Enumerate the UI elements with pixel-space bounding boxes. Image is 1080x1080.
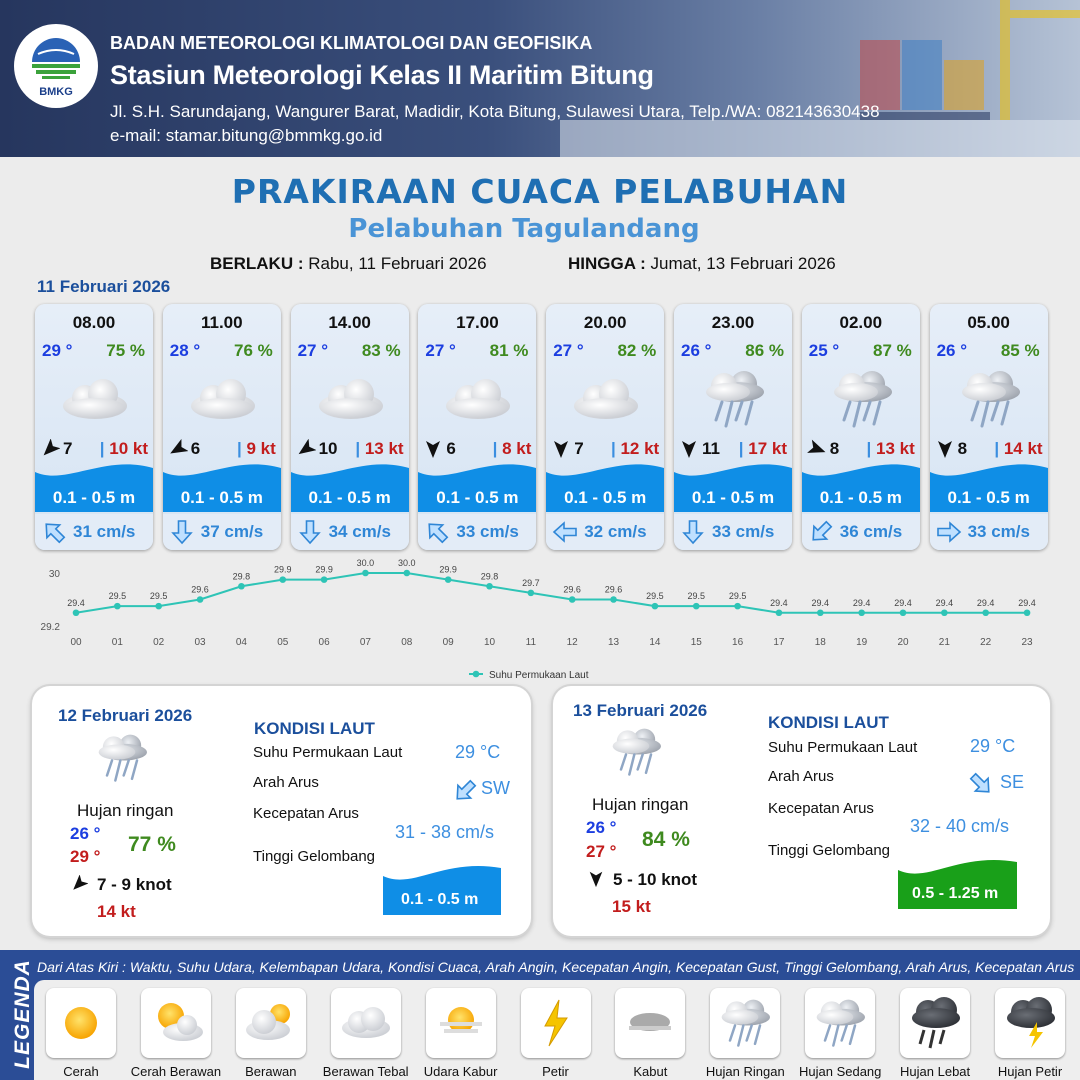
humidity: 86 % <box>745 341 784 360</box>
forecast-card <box>674 304 792 550</box>
hujan-ringan-icon <box>826 368 898 430</box>
gust-value: 9 kt <box>246 439 276 458</box>
wave-height: 0.1 - 0.5 m <box>436 488 519 507</box>
thunderstorm-icon <box>995 988 1065 1058</box>
day3-tmax: 27 ° <box>586 842 617 861</box>
humidity: 81 % <box>489 341 529 360</box>
light-rain-icon <box>710 988 780 1058</box>
legend-item <box>141 988 211 1058</box>
current-direction-icon <box>552 519 578 545</box>
humidity: 75 % <box>106 341 145 360</box>
x-tick-label: 23 <box>1021 637 1033 648</box>
data-label: 29.8 <box>480 571 499 582</box>
humidity: 87 % <box>873 341 912 360</box>
x-tick-label: 07 <box>359 637 372 648</box>
x-tick-label: 12 <box>566 637 578 648</box>
wind-direction-icon <box>551 439 571 459</box>
legend-item-label: Berawan <box>245 1064 297 1079</box>
day3-current-dir: SE <box>1000 772 1025 792</box>
x-tick-label: 05 <box>277 637 289 648</box>
data-point <box>610 596 617 603</box>
day3-current-dir-label: Arah Arus <box>768 768 834 785</box>
separator: | <box>355 439 361 458</box>
hujan-ringan-icon <box>92 728 152 788</box>
gust-value: 13 kt <box>876 439 915 458</box>
wind-direction-icon <box>296 439 316 459</box>
data-point <box>279 576 286 583</box>
valid-to <box>568 254 836 274</box>
forecast-card <box>35 304 153 550</box>
air-temperature: 27 ° <box>553 341 584 360</box>
day3-gust: 15 kt <box>612 897 651 916</box>
x-tick-label: 09 <box>442 637 454 648</box>
wind-speed: 8 <box>957 439 968 458</box>
humidity: 76 % <box>234 341 273 360</box>
x-tick-label: 00 <box>70 637 82 648</box>
current-row <box>35 514 153 550</box>
day2-date: 12 Februari 2026 <box>58 706 193 725</box>
gust-speed <box>994 439 1042 459</box>
data-label: 29.4 <box>67 597 85 608</box>
legend-item-label: Udara Kabur <box>423 1064 498 1079</box>
day2-tmin: 26 ° <box>70 824 101 843</box>
port-name: Pelabuhan Tagulandang <box>348 214 700 244</box>
day3-humidity: 84 % <box>642 828 690 851</box>
wind-arrow-icon <box>70 875 88 893</box>
station-email: e-mail: stamar.bitung@bmmkg.go.id <box>110 126 383 145</box>
gust-value: 8 kt <box>502 439 532 458</box>
legend-item <box>805 988 875 1058</box>
forecast-card <box>546 304 664 550</box>
forecast-time: 02.00 <box>839 313 883 332</box>
day2-current-dir-label: Arah Arus <box>253 774 319 791</box>
x-tick-label: 08 <box>401 637 413 648</box>
wind-speed: 6 <box>190 439 201 458</box>
forecast-time: 20.00 <box>583 313 627 332</box>
current-row <box>546 514 664 550</box>
data-label: 29.9 <box>439 564 457 575</box>
forecast-time: 05.00 <box>967 313 1010 332</box>
berawan-tebal-icon <box>187 368 259 430</box>
legend-label: Suhu Permukaan Laut <box>489 670 589 681</box>
page-title: PRAKIRAAN CUACA PELABUHAN <box>231 172 849 211</box>
current-row <box>674 514 792 550</box>
data-point <box>652 603 659 610</box>
current-speed: 33 cm/s <box>712 522 775 541</box>
data-label: 29.4 <box>1018 597 1036 608</box>
data-point <box>858 609 865 616</box>
day3-current-speed-label: Kecepatan Arus <box>768 800 874 817</box>
day3-wave: 0.5 - 1.25 m <box>912 885 999 902</box>
current-speed: 33 cm/s <box>967 522 1030 541</box>
day3-wave-label: Tinggi Gelombang <box>768 842 891 859</box>
current-speed: 31 cm/s <box>73 522 136 541</box>
gust-speed <box>611 439 659 459</box>
x-tick-label: 03 <box>194 637 206 648</box>
data-point <box>569 596 576 603</box>
day3-date: 13 Februari 2026 <box>573 701 708 720</box>
sun-icon <box>46 988 116 1058</box>
series-line <box>76 573 1027 613</box>
data-point <box>155 603 162 610</box>
data-point <box>73 609 80 616</box>
current-direction-icon <box>297 519 323 545</box>
day2-kondisi-title: KONDISI LAUT <box>254 719 375 738</box>
data-label: 29.9 <box>273 564 292 575</box>
legend-item-label: Hujan Ringan <box>705 1064 785 1079</box>
gust-value: 10 kt <box>109 439 148 458</box>
data-label: 29.5 <box>149 591 168 602</box>
legend-item <box>236 988 306 1058</box>
legend-item <box>615 988 685 1058</box>
wave-height: 0.1 - 0.5 m <box>691 488 775 507</box>
day2-humidity: 77 % <box>128 833 176 856</box>
separator: | <box>237 439 242 458</box>
data-label: 29.4 <box>976 597 995 608</box>
air-temperature: 26 ° <box>681 341 712 360</box>
current-direction-icon <box>41 519 67 545</box>
day3-sst-label: Suhu Permukaan Laut <box>768 739 918 756</box>
sea-temperature-chart <box>0 558 1080 686</box>
data-label: 29.9 <box>315 564 333 575</box>
current-speed: 36 cm/s <box>839 522 903 541</box>
day3-kondisi-title: KONDISI LAUT <box>768 713 889 732</box>
air-temperature: 27 ° <box>425 341 456 360</box>
legend-marker <box>473 671 480 678</box>
forecast-card <box>291 304 409 550</box>
current-row <box>930 514 1048 550</box>
hujan-ringan-icon <box>606 722 666 782</box>
air-temperature: 27 ° <box>297 341 329 360</box>
gust-value: 17 kt <box>748 439 787 458</box>
day3-condition: Hujan ringan <box>592 795 689 814</box>
current-direction-icon <box>169 519 195 545</box>
current-row <box>418 514 536 550</box>
x-tick-label: 18 <box>814 637 826 648</box>
gust-value: 14 kt <box>1003 439 1043 458</box>
separator: | <box>610 439 616 458</box>
data-label: 29.4 <box>852 597 871 608</box>
station-name: Stasiun Meteorologi Kelas II Maritim Bitung <box>110 60 654 90</box>
data-point <box>941 609 948 616</box>
x-tick-label: 13 <box>607 637 620 648</box>
data-label: 30.0 <box>356 558 375 568</box>
lightning-icon <box>521 988 591 1058</box>
wave-height: 0.1 - 0.5 m <box>947 488 1030 507</box>
day2-tmax: 29 ° <box>70 847 101 866</box>
day2-current-speed: 31 - 38 cm/s <box>395 822 495 842</box>
data-label: 29.6 <box>191 584 209 595</box>
separator: | <box>866 439 872 458</box>
x-tick-label: 21 <box>938 637 950 648</box>
gust-speed <box>867 439 915 459</box>
wave-height: 0.1 - 0.5 m <box>819 488 902 507</box>
separator: | <box>738 439 744 458</box>
separator: | <box>492 439 498 458</box>
moderate-rain-icon <box>805 988 875 1058</box>
hujan-ringan-icon <box>954 368 1026 430</box>
current-row <box>163 514 281 550</box>
day2-current-speed-label: Kecepatan Arus <box>253 805 359 822</box>
day1-date: 11 Februari 2026 <box>37 277 171 296</box>
current-row <box>291 514 409 550</box>
separator: | <box>99 439 105 458</box>
legend-item <box>46 988 116 1058</box>
wind-direction-icon <box>807 439 827 459</box>
day2-current-dir: SW <box>481 778 510 798</box>
logo-text: BMKG <box>39 86 73 98</box>
current-speed: 32 cm/s <box>584 522 647 541</box>
x-tick-label: 15 <box>690 637 702 648</box>
humidity: 85 % <box>1000 341 1040 360</box>
data-point <box>486 583 493 590</box>
data-point <box>817 609 824 616</box>
x-tick-label: 01 <box>111 637 123 648</box>
x-tick-label: 20 <box>897 637 909 648</box>
valid-from-label: BERLAKU : <box>210 254 304 273</box>
fog-icon <box>615 988 685 1058</box>
data-point <box>776 609 783 616</box>
legend-item <box>426 988 496 1058</box>
data-point <box>445 576 452 583</box>
data-point <box>982 609 989 616</box>
day3-wind: 5 - 10 knot <box>613 870 698 889</box>
wind-speed: 11 <box>702 439 720 458</box>
day3-tmin: 26 ° <box>586 818 617 837</box>
wave-height: 0.1 - 0.5 m <box>564 488 647 507</box>
forecast-card <box>418 304 536 550</box>
day2-gust: 14 kt <box>97 902 136 921</box>
legend-description: Dari Atas Kiri : Waktu, Suhu Udara, Kelembapan Udara, Kondisi Cuaca, Arah Angin, Kecepatan Angin, Kecepatan Gust, Tinggi Gelombang, Arah Arus, Kecepatan Arus <box>37 959 1075 975</box>
air-temperature: 25 ° <box>808 341 840 360</box>
x-tick-label: 14 <box>649 637 661 648</box>
air-temperature: 26 ° <box>936 341 968 360</box>
current-speed: 34 cm/s <box>328 522 391 541</box>
legend-vertical-label: LEGENDA <box>10 959 34 1069</box>
humidity: 83 % <box>361 341 401 360</box>
data-label: 29.4 <box>770 597 788 608</box>
wind-direction-icon <box>935 439 955 459</box>
data-label: 29.6 <box>604 584 623 595</box>
x-tick-label: 22 <box>980 637 992 648</box>
wave-height: 0.1 - 0.5 m <box>180 488 263 507</box>
gust-speed <box>100 439 148 459</box>
data-label: 29.5 <box>687 591 706 602</box>
data-point <box>114 603 121 610</box>
gust-value: 12 kt <box>620 439 660 458</box>
data-point <box>900 609 907 616</box>
wave-height: 0.1 - 0.5 m <box>308 488 391 507</box>
wave-height: 0.1 - 0.5 m <box>52 488 136 507</box>
gust-speed <box>739 439 787 459</box>
air-temperature: 28 ° <box>169 341 201 360</box>
current-direction-icon <box>452 778 478 804</box>
x-tick-label: 19 <box>856 637 868 648</box>
agency-name: BADAN METEOROLOGI KLIMATOLOGI DAN GEOFISIKA <box>110 33 593 53</box>
sun-cloud-icon <box>141 988 211 1058</box>
data-point <box>693 603 700 610</box>
forecast-time: 17.00 <box>456 313 499 332</box>
x-tick-label: 06 <box>318 637 330 648</box>
bmkg-logo <box>14 24 98 108</box>
legend-item-label: Kabut <box>633 1064 668 1079</box>
cloud-sun-icon <box>236 988 306 1058</box>
legend-item <box>900 988 970 1058</box>
current-speed: 37 cm/s <box>200 522 264 541</box>
wind-speed: 10 <box>318 439 338 458</box>
data-point <box>404 570 411 577</box>
valid-from <box>210 254 487 274</box>
day2-wind: 7 - 9 knot <box>97 875 172 894</box>
data-label: 30.0 <box>398 558 416 568</box>
separator: | <box>994 439 1000 458</box>
data-label: 29.5 <box>728 591 747 602</box>
day3-current-speed: 32 - 40 cm/s <box>910 816 1010 836</box>
wind-speed: 6 <box>446 439 456 458</box>
x-tick-label: 17 <box>773 637 785 648</box>
day2-condition: Hujan ringan <box>77 801 174 820</box>
wind-arrow-icon <box>587 870 605 888</box>
forecast-time: 11.00 <box>200 313 243 332</box>
valid-to-label: HINGGA : <box>568 254 646 273</box>
current-direction-icon <box>680 519 706 545</box>
berawan-tebal-icon <box>570 368 642 430</box>
x-tick-label: 02 <box>153 637 165 648</box>
wind-speed: 7 <box>63 439 73 458</box>
current-direction-icon <box>936 519 962 545</box>
wind-speed: 8 <box>829 439 840 458</box>
cloud-icon <box>331 988 401 1058</box>
data-point <box>1024 609 1031 616</box>
wind-direction-icon <box>423 439 443 459</box>
current-speed: 33 cm/s <box>456 522 519 541</box>
gust-speed <box>355 439 403 459</box>
legend-item <box>331 988 401 1058</box>
legend-item-label: Cerah <box>63 1064 99 1079</box>
day2-wave-label: Tinggi Gelombang <box>253 848 376 865</box>
station-address: Jl. S.H. Sarundajang, Wangurer Barat, Madidir, Kota Bitung, Sulawesi Utara, Telp./WA: 082143630438 <box>110 102 880 121</box>
data-label: 29.5 <box>646 591 664 602</box>
forecast-time: 14.00 <box>328 313 371 332</box>
x-tick-label: 04 <box>235 637 247 648</box>
hujan-ringan-icon <box>698 368 770 430</box>
data-label: 29.8 <box>232 571 251 582</box>
data-point <box>197 596 204 603</box>
day2-sst: 29 °C <box>455 742 501 762</box>
x-tick-label: 16 <box>732 637 744 648</box>
data-point <box>362 570 369 577</box>
day2-sst-label: Suhu Permukaan Laut <box>253 744 403 761</box>
x-tick-label: 10 <box>483 637 496 648</box>
heavy-rain-icon <box>900 988 970 1058</box>
legend-item-label: Hujan Sedang <box>798 1064 882 1079</box>
current-direction-icon <box>808 519 834 545</box>
data-point <box>321 576 328 583</box>
header-banner <box>0 0 1080 157</box>
valid-from-value: Rabu, 11 Februari 2026 <box>308 254 487 273</box>
data-label: 29.5 <box>108 591 127 602</box>
valid-to-value: Jumat, 13 Februari 2026 <box>650 254 836 273</box>
data-label: 29.4 <box>894 597 912 608</box>
forecast-time: 23.00 <box>711 313 755 332</box>
haze-icon <box>426 988 496 1058</box>
y-tick-label: 29.2 <box>40 622 60 633</box>
legend-item-label: Hujan Lebat <box>900 1064 971 1079</box>
data-point <box>238 583 245 590</box>
day2-wave: 0.1 - 0.5 m <box>401 891 479 908</box>
data-label: 29.4 <box>811 597 830 608</box>
data-label: 29.4 <box>935 597 954 608</box>
forecast-card <box>163 304 281 550</box>
legend-item-label: Cerah Berawan <box>130 1064 222 1079</box>
current-row <box>802 514 920 550</box>
data-point <box>528 590 535 597</box>
forecast-card <box>802 304 920 550</box>
legend-item <box>521 988 591 1058</box>
berawan-tebal-icon <box>59 368 131 430</box>
current-direction-icon <box>424 519 450 545</box>
legend-item <box>710 988 780 1058</box>
gust-speed <box>493 439 532 459</box>
air-temperature: 29 ° <box>42 341 73 360</box>
wind-speed: 7 <box>574 439 584 458</box>
data-point <box>734 603 741 610</box>
forecast-card <box>930 304 1048 550</box>
legend-item-label: Berawan Tebal <box>322 1064 409 1079</box>
legend-item-label: Hujan Petir <box>997 1064 1063 1079</box>
y-tick-label: 30 <box>48 569 60 580</box>
berawan-tebal-icon <box>442 368 514 430</box>
current-direction-icon <box>968 771 994 797</box>
data-label: 29.6 <box>563 584 581 595</box>
forecast-time: 08.00 <box>72 313 116 332</box>
legend-item-label: Petir <box>542 1064 569 1079</box>
wind-direction-icon <box>40 439 60 459</box>
data-label: 29.7 <box>522 577 540 588</box>
gust-speed <box>237 439 276 459</box>
legend-item <box>995 988 1065 1058</box>
day3-sst: 29 °C <box>970 736 1016 756</box>
wind-direction-icon <box>168 439 188 459</box>
berawan-tebal-icon <box>315 368 387 430</box>
gust-value: 13 kt <box>364 439 404 458</box>
x-tick-label: 11 <box>525 637 537 648</box>
wind-direction-icon <box>679 439 699 459</box>
humidity: 82 % <box>617 341 657 360</box>
